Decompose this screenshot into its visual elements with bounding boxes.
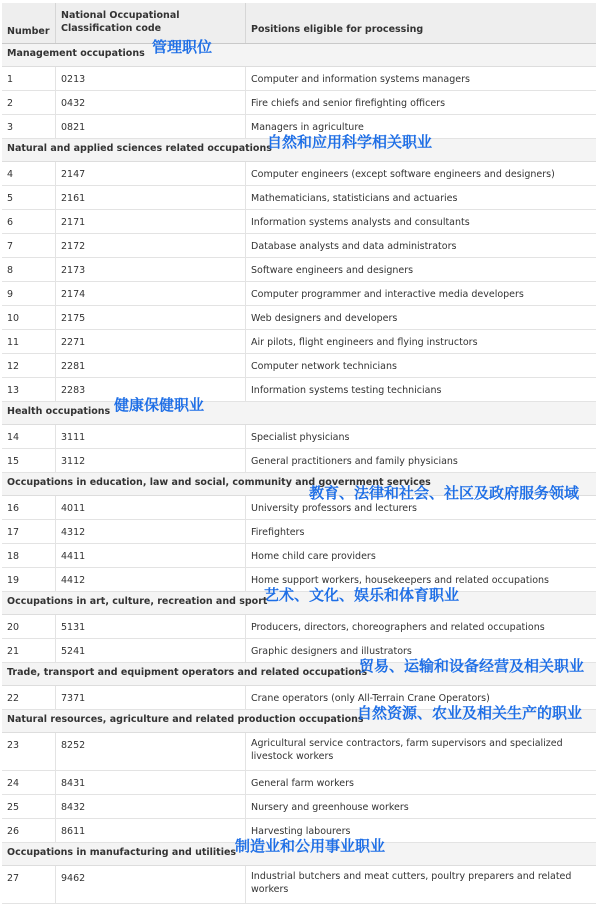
row-noc-code: 4011 (55, 496, 245, 519)
row-noc-code: 2172 (55, 234, 245, 257)
row-noc-code: 2173 (55, 258, 245, 281)
row-noc-code: 2283 (55, 378, 245, 401)
row-position: Computer network technicians (245, 354, 596, 377)
row-noc-code: 5241 (55, 639, 245, 662)
row-noc-code: 0432 (55, 91, 245, 114)
row-noc-code: 0821 (55, 115, 245, 138)
row-position: Producers, directors, choreographers and related occupations (245, 615, 596, 638)
row-number: 14 (7, 432, 20, 443)
section-title-translation: 管理职位 (152, 38, 213, 56)
table-row (2, 306, 596, 330)
row-position: Computer and information systems managers (245, 67, 596, 90)
row-position: Managers in agriculture (245, 115, 596, 138)
row-position: Database analysts and data administrators (245, 234, 596, 257)
row-noc-code: 2171 (55, 210, 245, 233)
row-number: 25 (7, 802, 20, 813)
row-noc-code: 2161 (55, 186, 245, 209)
table-row (2, 354, 596, 378)
row-position: University professors and lecturers (245, 496, 596, 519)
table-row (2, 544, 596, 568)
table-row (2, 733, 596, 771)
section-title: Natural and applied sciences related occupations (7, 143, 272, 154)
row-number: 24 (7, 778, 20, 789)
row-noc-code: 3111 (55, 425, 245, 448)
section-title-translation: 制造业和公用事业职业 (235, 837, 386, 855)
row-number: 12 (7, 361, 20, 372)
section-title-translation: 教育、法律和社会、社区及政府服务领域 (309, 484, 580, 502)
section-title-translation: 自然资源、农业及相关生产的职业 (357, 704, 583, 722)
section-header (2, 837, 596, 866)
section-title: Occupations in education, law and social, community and government services (7, 477, 431, 488)
row-position: Specialist physicians (245, 425, 596, 448)
table-row (2, 378, 596, 402)
section-header (2, 396, 596, 425)
row-noc-code: 2174 (55, 282, 245, 305)
row-position: Air pilots, flight engineers and flying instructors (245, 330, 596, 353)
row-number: 21 (7, 646, 20, 657)
section-title-translation: 艺术、文化、娱乐和体育职业 (264, 586, 460, 604)
row-position: Computer programmer and interactive media developers (245, 282, 596, 305)
row-position: General farm workers (245, 771, 596, 794)
row-noc-code: 5131 (55, 615, 245, 638)
row-number: 20 (7, 622, 20, 633)
row-position: Industrial butchers and meat cutters, poultry preparers and related workers (245, 866, 596, 903)
table-row (2, 771, 596, 795)
row-position: Fire chiefs and senior firefighting officers (245, 91, 596, 114)
row-position: Agricultural service contractors, farm supervisors and specialized livestock workers (245, 733, 596, 770)
row-noc-code: 8252 (55, 733, 245, 770)
table-row (2, 615, 596, 639)
section-title-translation: 自然和应用科学相关职业 (267, 133, 433, 151)
row-noc-code: 7371 (55, 686, 245, 709)
row-number: 9 (7, 289, 14, 300)
row-number: 16 (7, 503, 20, 514)
row-position: Home child care providers (245, 544, 596, 567)
header-number: Number (7, 26, 50, 37)
row-number: 26 (7, 826, 20, 837)
section-header (2, 586, 596, 615)
row-number: 27 (7, 873, 20, 884)
section-header (2, 473, 596, 502)
section-title-translation: 贸易、运输和设备经营及相关职业 (359, 657, 585, 675)
section-title: Occupations in manufacturing and utilities (7, 847, 237, 858)
table-row (2, 449, 596, 473)
row-number: 10 (7, 313, 20, 324)
row-number: 23 (7, 740, 20, 751)
row-number: 18 (7, 551, 20, 562)
row-number: 13 (7, 385, 20, 396)
section-header (2, 133, 596, 162)
table-header (2, 3, 596, 44)
table-row (2, 520, 596, 544)
table-row (2, 91, 596, 115)
section-title: Health occupations (7, 406, 111, 417)
row-noc-code: 8431 (55, 771, 245, 794)
row-number: 7 (7, 241, 14, 252)
row-number: 15 (7, 456, 20, 467)
row-position: Crane operators (only All-Terrain Crane Operators) (245, 686, 596, 709)
row-position: Graphic designers and illustrators (245, 639, 596, 662)
row-number: 4 (7, 169, 14, 180)
row-number: 6 (7, 217, 14, 228)
section-title: Management occupations (7, 48, 145, 59)
table-row (2, 425, 596, 449)
section-title-translation: 健康保健职业 (114, 396, 205, 414)
occupations-table (2, 3, 596, 904)
row-number: 19 (7, 575, 20, 586)
row-noc-code: 4412 (55, 568, 245, 591)
row-noc-code: 9462 (55, 866, 245, 903)
row-noc-code: 8432 (55, 795, 245, 818)
table-row (2, 258, 596, 282)
row-number: 22 (7, 693, 20, 704)
row-noc-code: 8611 (55, 819, 245, 842)
table-row (2, 795, 596, 819)
row-noc-code: 2147 (55, 162, 245, 185)
row-noc-code: 3112 (55, 449, 245, 472)
row-number: 5 (7, 193, 14, 204)
row-position: Web designers and developers (245, 306, 596, 329)
row-position: Mathematicians, statisticians and actuaries (245, 186, 596, 209)
row-position: Harvesting labourers (245, 819, 596, 842)
section-title: Trade, transport and equipment operators and related occupations (7, 667, 368, 678)
header-code: National Occupational Classification code (55, 3, 245, 43)
section-header (2, 38, 596, 67)
row-number: 3 (7, 122, 14, 133)
table-row (2, 234, 596, 258)
row-number: 1 (7, 74, 14, 85)
table-row (2, 186, 596, 210)
row-position: General practitioners and family physicians (245, 449, 596, 472)
row-noc-code: 2281 (55, 354, 245, 377)
row-position: Nursery and greenhouse workers (245, 795, 596, 818)
table-row (2, 67, 596, 91)
row-noc-code: 4312 (55, 520, 245, 543)
section-header (2, 704, 596, 733)
row-position: Information systems testing technicians (245, 378, 596, 401)
table-row (2, 210, 596, 234)
section-title: Occupations in art, culture, recreation and sport (7, 596, 268, 607)
row-position: Home support workers, housekeepers and related occupations (245, 568, 596, 591)
table-body (2, 38, 596, 904)
row-number: 2 (7, 98, 14, 109)
section-title: Natural resources, agriculture and related production occupations (7, 714, 364, 725)
row-number: 17 (7, 527, 20, 538)
table-row (2, 282, 596, 306)
row-number: 11 (7, 337, 20, 348)
table-row (2, 330, 596, 354)
row-position: Firefighters (245, 520, 596, 543)
row-noc-code: 2175 (55, 306, 245, 329)
row-number: 8 (7, 265, 14, 276)
row-noc-code: 2271 (55, 330, 245, 353)
row-noc-code: 0213 (55, 67, 245, 90)
section-header (2, 657, 596, 686)
row-noc-code: 4411 (55, 544, 245, 567)
header-positions: Positions eligible for processing (245, 3, 596, 43)
table-row (2, 866, 596, 904)
row-position: Software engineers and designers (245, 258, 596, 281)
table-row (2, 162, 596, 186)
row-position: Computer engineers (except software engineers and designers) (245, 162, 596, 185)
row-position: Information systems analysts and consultants (245, 210, 596, 233)
